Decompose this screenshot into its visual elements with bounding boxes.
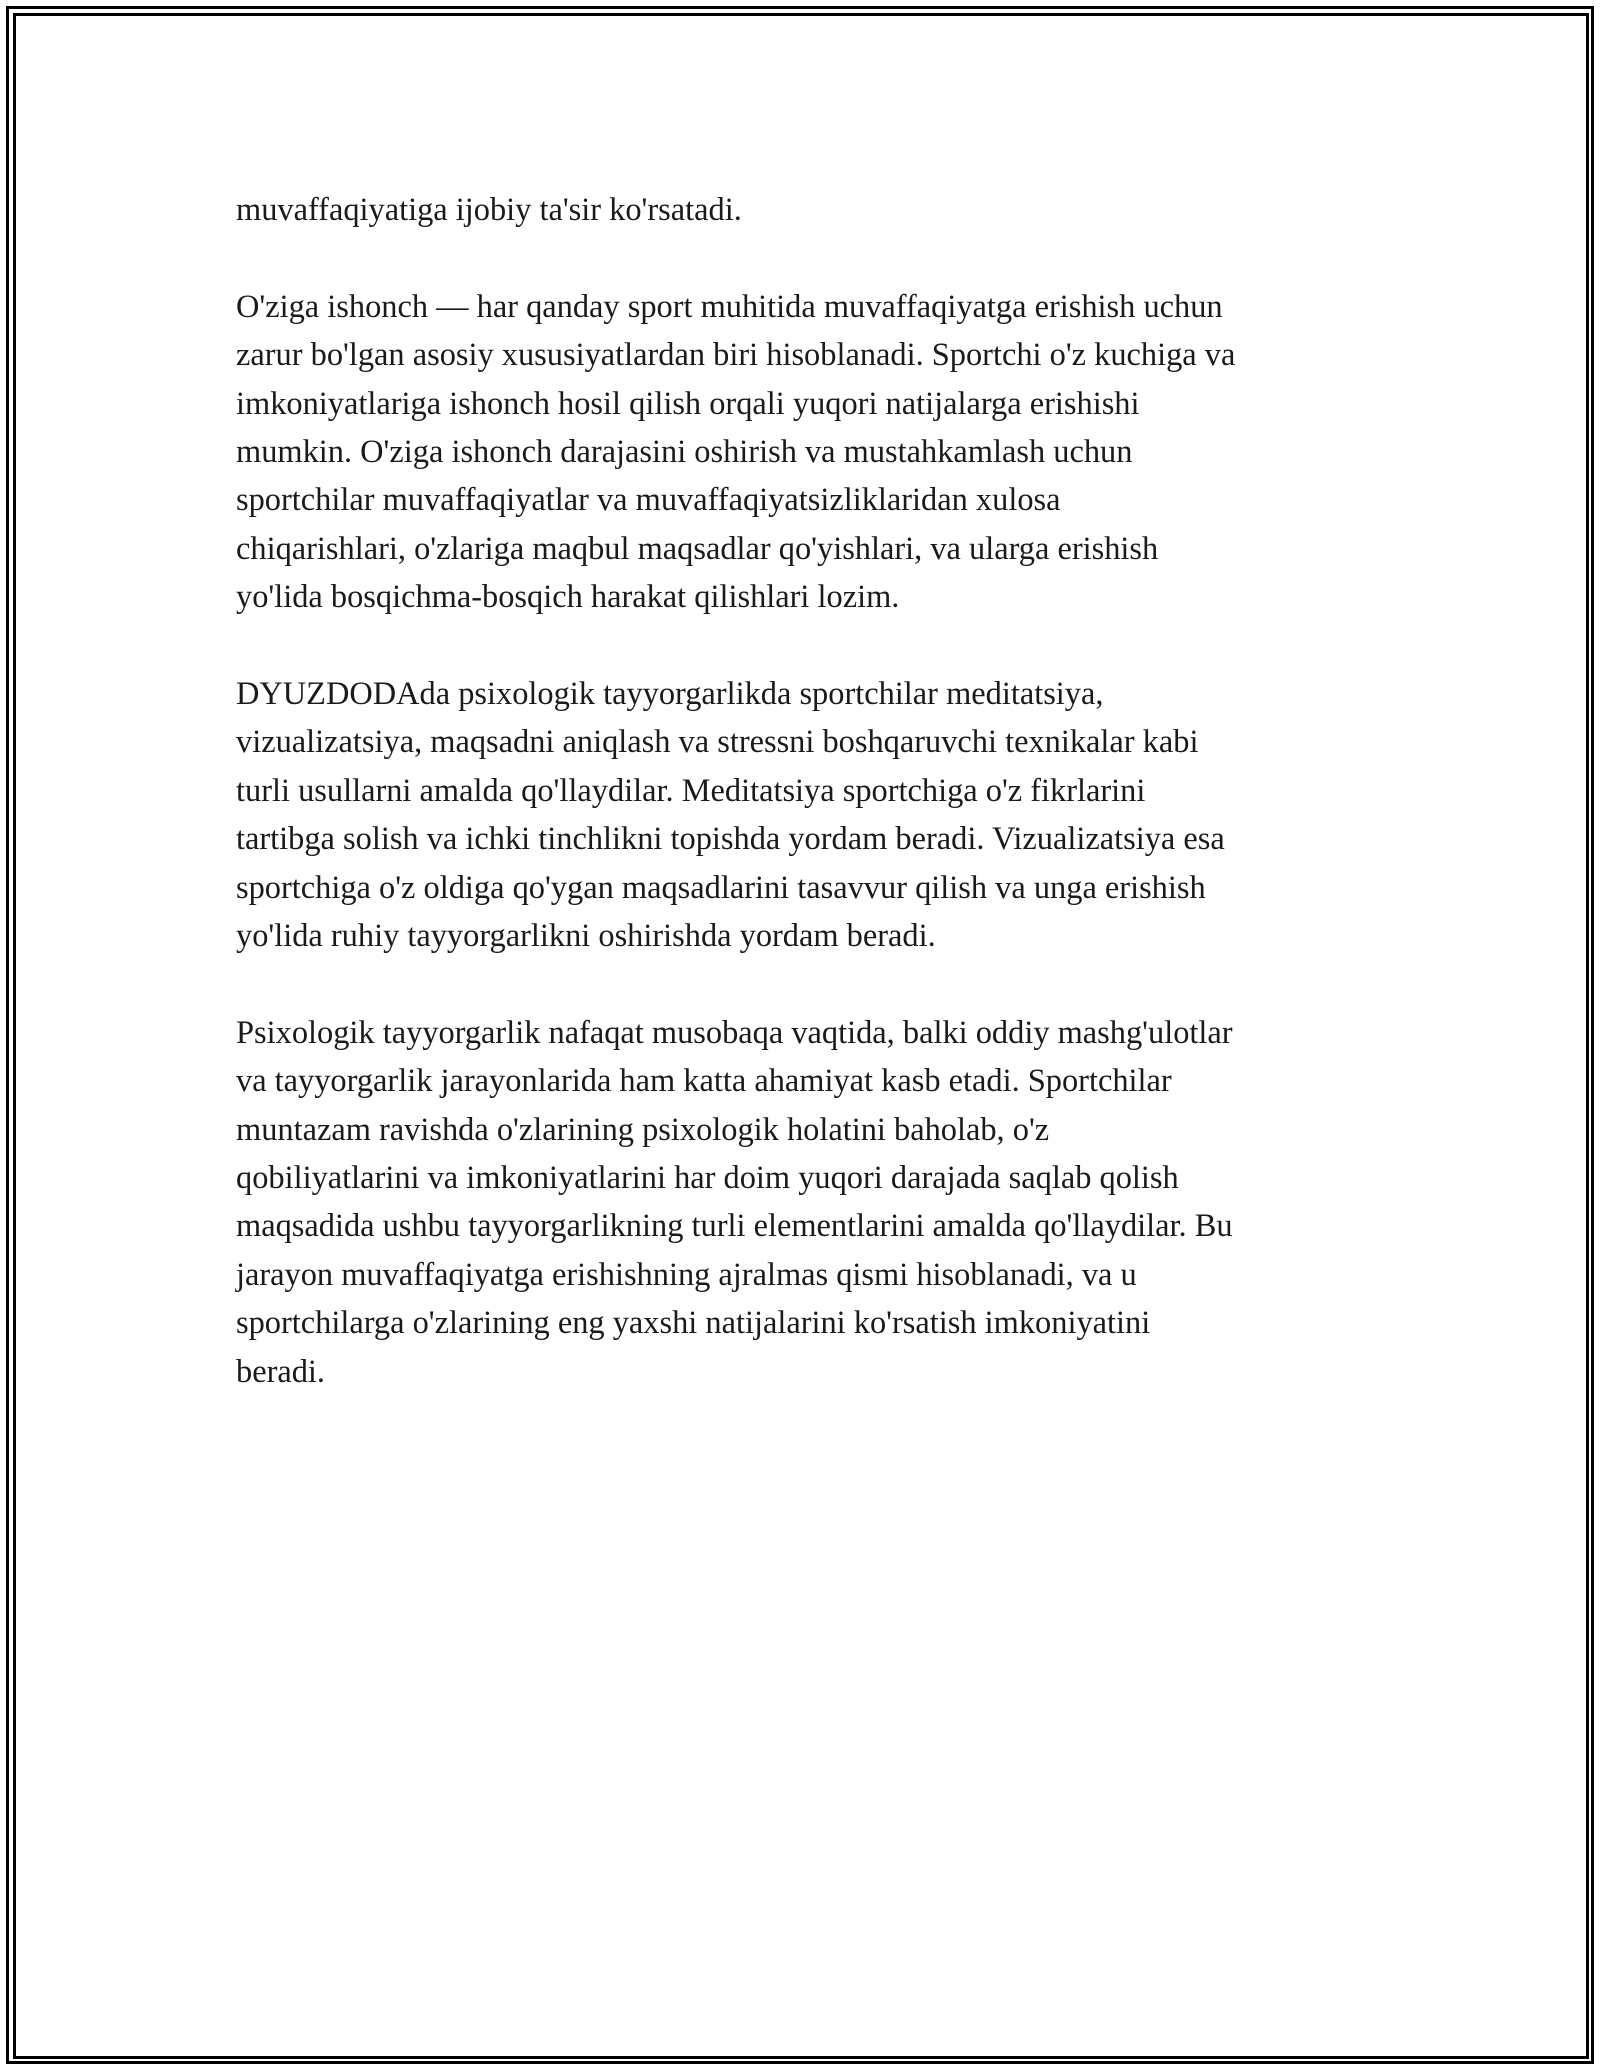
text-line: yo'lida ruhiy tayyorgarlikni oshirishda yordam beradi. [236,918,936,955]
paragraph-2 [236,283,1366,622]
text-line: Psixologik tayyorgarlik nafaqat musobaqa vaqtida, balki oddiy mashg'ulotlar [236,1014,1233,1051]
text-line: DYUZDODAda psixologik tayyorgarlikda sportchilar meditatsiya, [236,676,1104,713]
text-line: qobiliyatlarini va imkoniyatlarini har doim yuqori darajada saqlab qolish [236,1160,1179,1197]
text-line: jarayon muvaffaqiyatga erishishning ajralmas qismi hisoblanadi, va u [236,1256,1137,1293]
text-line: va tayyorgarlik jarayonlarida ham katta ahamiyat kasb etadi. Sportchilar [236,1063,1172,1100]
text-line: yo'lida bosqichma-bosqich harakat qilishlari lozim. [236,579,900,616]
text-line: imkoniyatlariga ishonch hosil qilish orqali yuqori natijalarga erishishi [236,385,1140,422]
text-line: sportchiga o'z oldiga qo'ygan maqsadlarini tasavvur qilish va unga erishish [236,869,1206,906]
paragraph-3 [236,670,1366,960]
text-line: beradi. [236,1353,326,1390]
paragraph-4 [236,1009,1366,1396]
text-line: vizualizatsiya, maqsadni aniqlash va stressni boshqaruvchi texnikalar kabi [236,724,1199,761]
document-body [236,186,1366,1445]
text-line: maqsadida ushbu tayyorgarlikning turli elementlarini amalda qo'llaydilar. Bu [236,1208,1233,1245]
text-line: tartibga solish va ichki tinchlikni topishda yordam beradi. Vizualizatsiya esa [236,821,1225,858]
paragraph-1 [236,186,1366,234]
text-line: mumkin. O'ziga ishonch darajasini oshirish va mustahkamlash uchun [236,434,1133,471]
text-line: zarur bo'lgan asosiy xususiyatlardan biri hisoblanadi. Sportchi o'z kuchiga va [236,337,1236,374]
text-line: O'ziga ishonch — har qanday sport muhitida muvaffaqiyatga erishish uchun [236,288,1223,325]
text-line: sportchilarga o'zlarining eng yaxshi natijalarini ko'rsatish imkoniyatini [236,1305,1151,1342]
text-line: turli usullarni amalda qo'llaydilar. Meditatsiya sportchiga o'z fikrlarini [236,772,1146,809]
text-line: sportchilar muvaffaqiyatlar va muvaffaqiyatsizliklaridan xulosa [236,482,1061,519]
text-line: chiqarishlari, o'zlariga maqbul maqsadlar qo'yishlari, va ularga erishish [236,530,1159,567]
text-line: muvaffaqiyatiga ijobiy ta'sir ko'rsatadi. [236,192,742,228]
text-line: muntazam ravishda o'zlarining psixologik holatini baholab, o'z [236,1111,1050,1148]
